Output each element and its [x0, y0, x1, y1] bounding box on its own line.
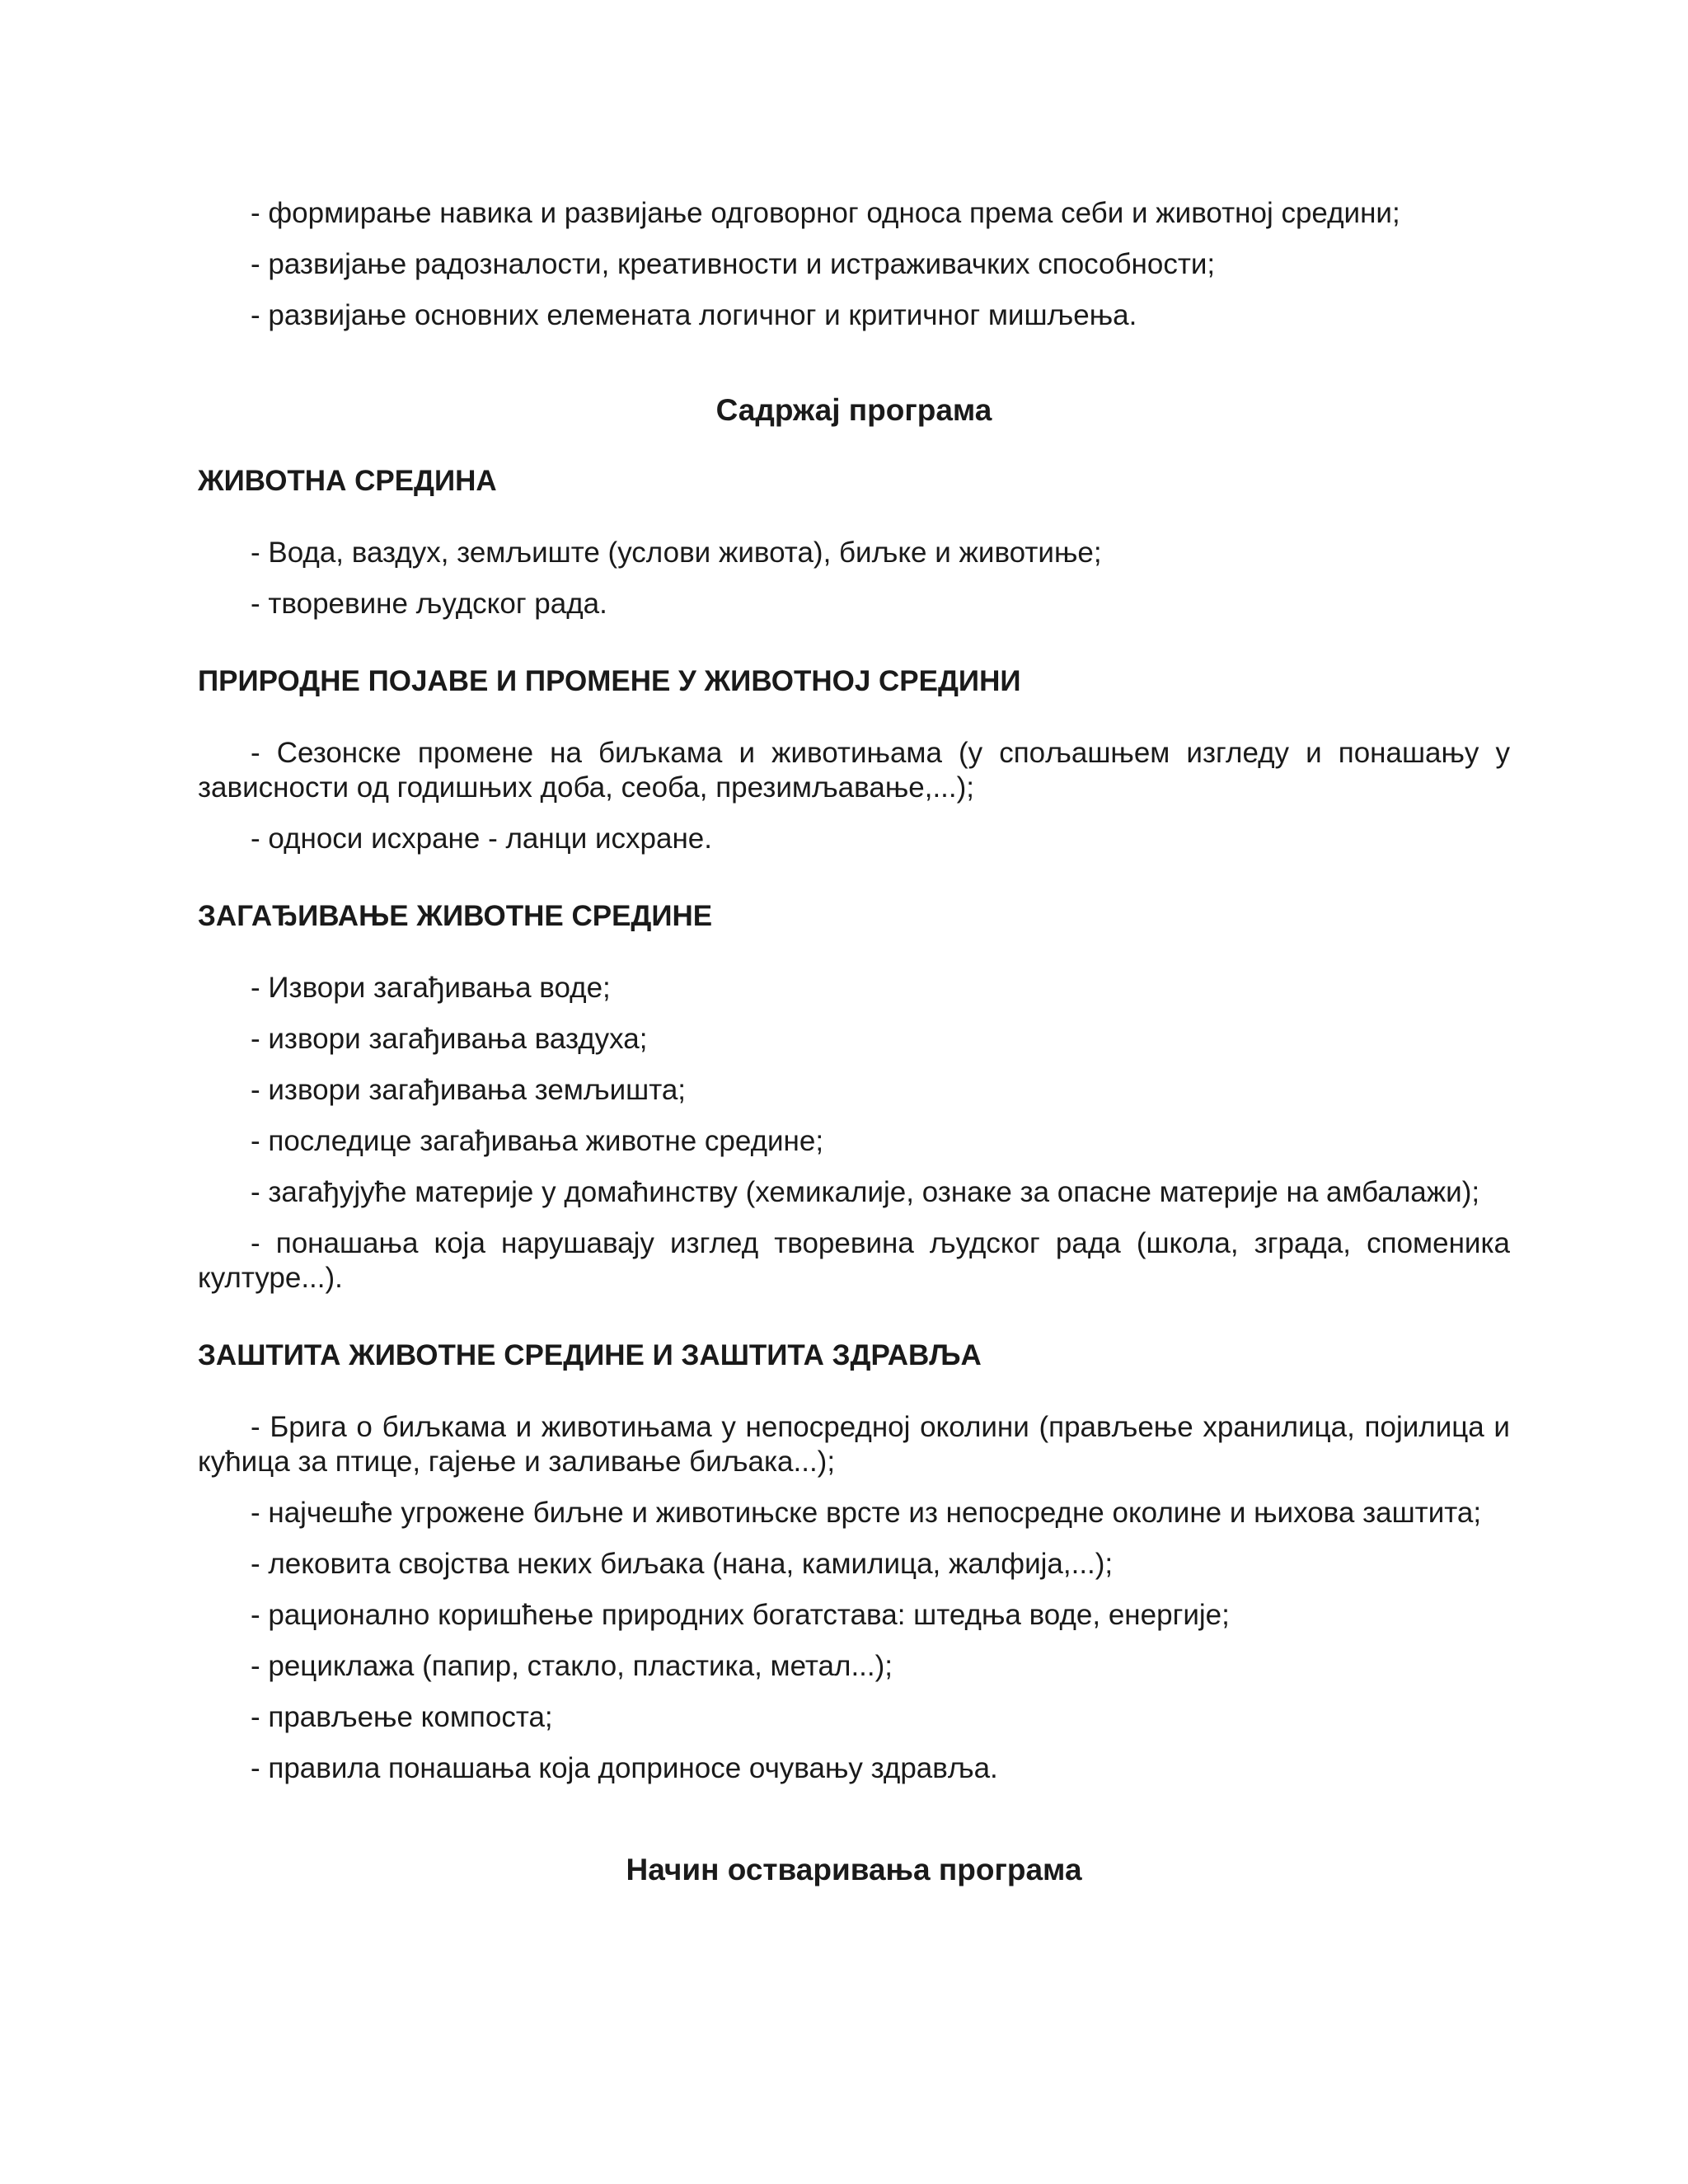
list-item: - извори загађивања ваздуха;: [251, 1023, 648, 1055]
list-item: - рационално коришћење природних богатстава: штедња воде, енергије;: [251, 1599, 1230, 1631]
intro-item: - развијање основних елемената логичног и критичног мишљења.: [251, 299, 1137, 331]
section-living-environment: [198, 464, 1510, 621]
list-item: - последице загађивања животне средине;: [251, 1125, 824, 1157]
list-item: - извори загађивања земљишта;: [251, 1074, 687, 1106]
intro-item: - формирање навика и развијање одговорног односа према себи и животној средини;: [251, 197, 1400, 229]
list-item: - Извори загађивања воде;: [251, 972, 611, 1004]
list-item: - Сезонске промене на биљкама и животињама (у спољашњем изгледу и понашању у зависности од годишњих доба, сеоба, презимљавање,...);: [198, 737, 1510, 804]
list-item: - Брига о биљкама и животињама у непосредној околини (прављење хранилица, појилица и кућица за птице, гајење и заливање биљака...);: [198, 1411, 1510, 1478]
list-item: - најчешће угрожене биљне и животињске врсте из непосредне околине и њихова заштита;: [251, 1497, 1482, 1529]
implementation-title: Начин остваривања програма: [626, 1853, 1082, 1886]
section-heading: ЖИВОТНА СРЕДИНА: [198, 465, 497, 497]
section-heading: ЗАГАЂИВАЊЕ ЖИВОТНЕ СРЕДИНЕ: [198, 900, 713, 932]
section-pollution: [198, 899, 1510, 1296]
intro-list: [198, 196, 1510, 333]
section-heading: ПРИРОДНЕ ПОЈАВЕ И ПРОМЕНЕ У ЖИВОТНОЈ СРЕДИНИ: [198, 665, 1021, 697]
list-item: - рециклажа (папир, стакло, пластика, метал...);: [251, 1650, 893, 1682]
section-protection-health: [198, 1338, 1510, 1786]
list-item: - лековита својства неких биљака (нана, камилица, жалфија,...);: [251, 1548, 1114, 1580]
list-item: - загађујуће материје у домаћинству (хемикалије, ознаке за опасне материје на амбалажи);: [251, 1176, 1480, 1208]
list-item: - понашања која нарушавају изглед творевина људског рада (школа, зграда, споменика културе...).: [198, 1227, 1510, 1294]
list-item: - односи исхране - ланци исхране.: [251, 823, 712, 855]
document-page: [198, 196, 1510, 1888]
list-item: - правила понашања која доприносе очувању здравља.: [251, 1752, 998, 1784]
content-title: Садржај програма: [715, 393, 992, 427]
section-heading: ЗАШТИТА ЖИВОТНЕ СРЕДИНЕ И ЗАШТИТА ЗДРАВЉА: [198, 1339, 982, 1371]
list-item: - Вода, ваздух, земљиште (услови живота), биљке и животиње;: [251, 537, 1102, 569]
list-item: - прављење компоста;: [251, 1701, 553, 1733]
intro-item: - развијање радозналости, креативности и истраживачких способности;: [251, 248, 1216, 280]
list-item: - творевине људског рада.: [251, 588, 607, 620]
section-natural-phenomena: [198, 664, 1510, 856]
